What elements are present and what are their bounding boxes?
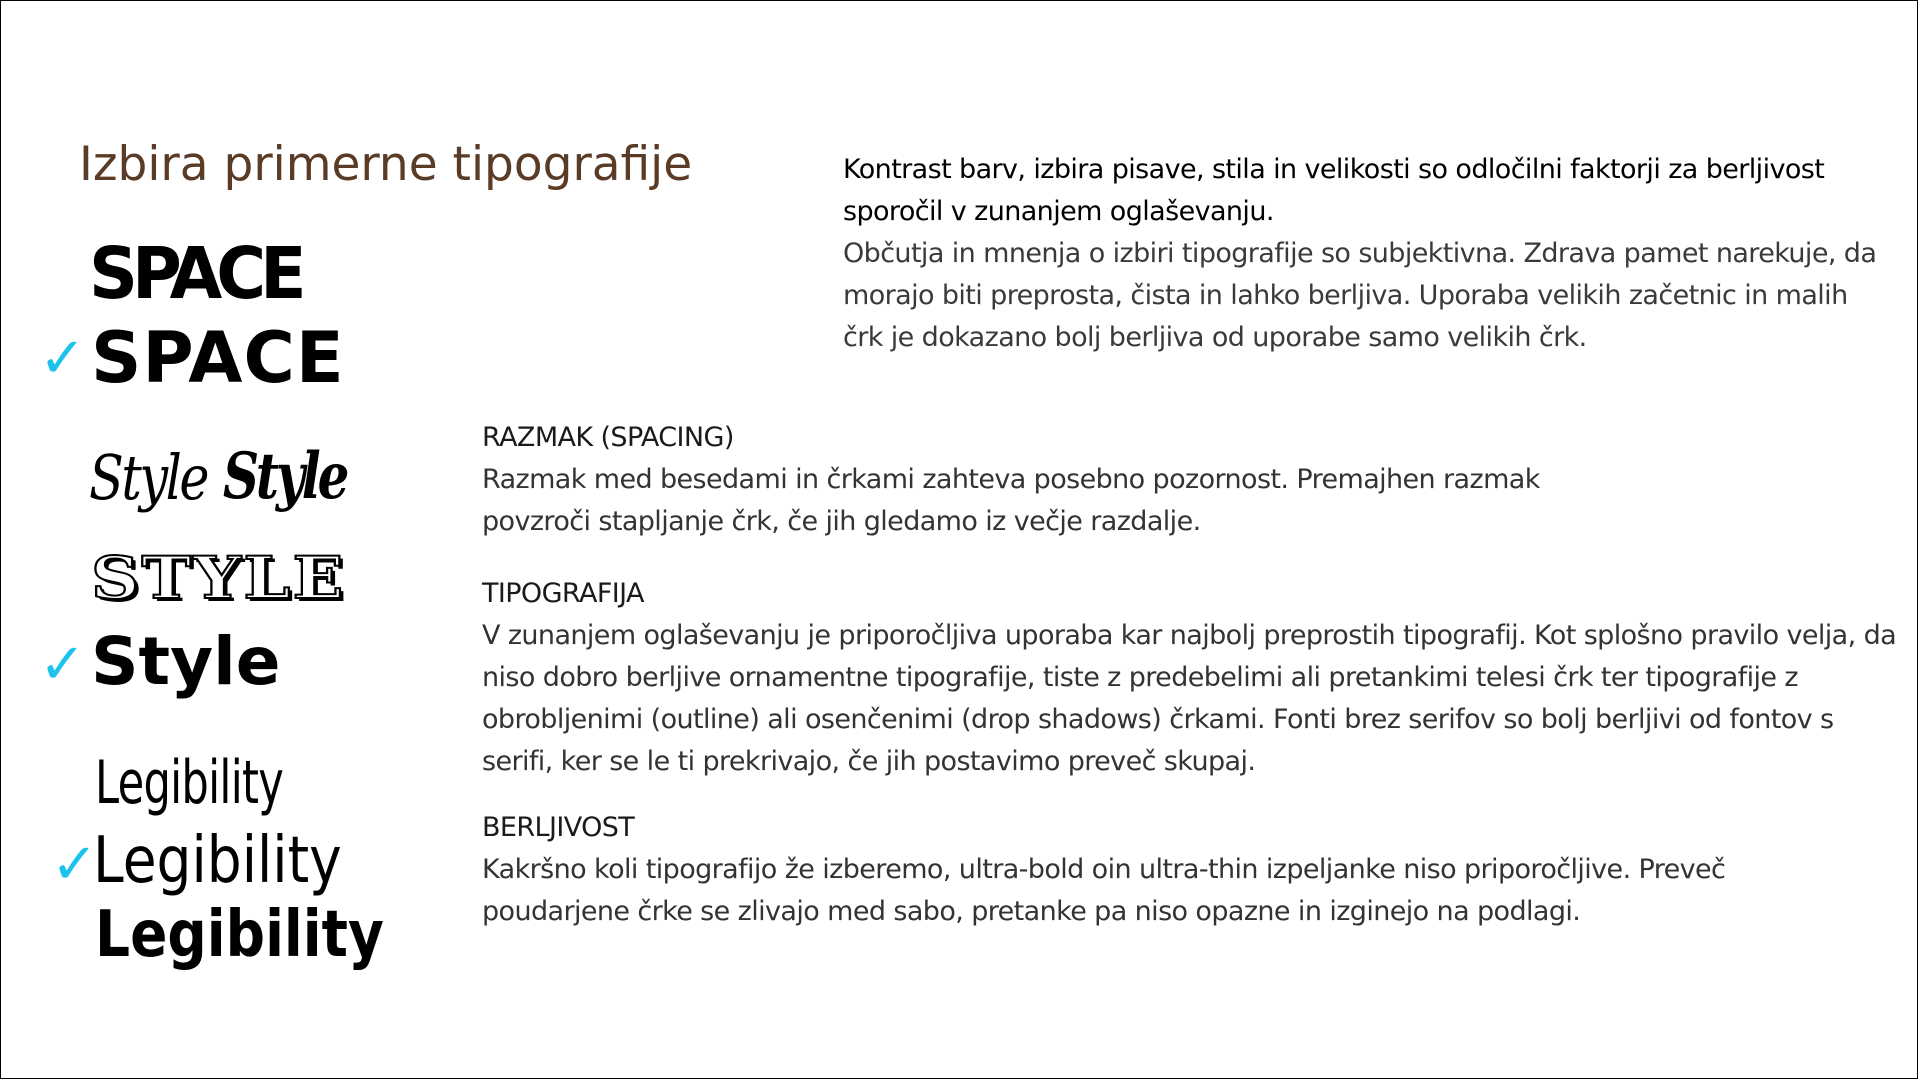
- sample-style-script: Style: [89, 441, 208, 514]
- checkmark-icon: ✓: [39, 326, 86, 391]
- section-typography: [482, 573, 1902, 783]
- section-heading: BERLJIVOST: [482, 812, 635, 843]
- sample-style-good: Style: [91, 623, 281, 700]
- sample-space-condensed: SPACE: [89, 233, 301, 316]
- intro-text: [843, 149, 1883, 359]
- checkmark-icon: ✓: [51, 832, 98, 897]
- checkmark-icon: ✓: [39, 632, 86, 697]
- section-heading: TIPOGRAFIJA: [482, 578, 644, 609]
- intro-sub: Občutja in mnenja o izbiri tipografije so subjektivna. Zdrava pamet narekuje, da morajo biti preprosta, čista in lahko berljiva. Uporaba velikih začetnic in malih črk je dokazano bolj berljiva od uporabe samo velikih črk.: [843, 238, 1877, 353]
- section-body: Razmak med besedami in črkami zahteva posebno pozornost. Premajhen razmak povzroči stapljanje črk, če jih gledamo iz večje razdalje.: [482, 464, 1540, 537]
- sample-legibility-bold: Legibility: [95, 898, 384, 972]
- section-body: V zunanjem oglaševanju je priporočljiva uporaba kar najbolj preprostih tipografij. Kot splošno pravilo velja, da niso dobro berljive ornamentne tipografije, tiste z predebelimi ali pretankimi telesi črk ter tipografije z obrobljenimi (outline) ali osenčenimi (drop shadows) črkami. Fonti brez serifov so bolj berljivi od fontov s serifi, ker se le ti prekrivajo, če jih postavimo preveč skupaj.: [482, 620, 1897, 777]
- section-legibility: [482, 807, 1742, 933]
- sample-style-ornamental: STYLE: [91, 544, 346, 612]
- section-spacing: [482, 417, 1602, 543]
- sample-space-good: SPACE: [91, 317, 345, 399]
- intro-lead: Kontrast barv, izbira pisave, stila in velikosti so odločilni faktorji za berljivost sporočil v zunanjem oglaševanju.: [843, 154, 1825, 227]
- section-body: Kakršno koli tipografijo že izberemo, ultra-bold oin ultra-thin izpeljanke niso priporočljive. Preveč poudarjene črke se zlivajo med sabo, pretanke pa niso opazne in izginejo na podlagi.: [482, 854, 1726, 927]
- sample-legibility-thin: Legibility: [95, 748, 284, 818]
- slide-title: Izbira primerne tipografije: [79, 137, 693, 192]
- sample-legibility-good: Legibility: [93, 824, 342, 898]
- sample-style-script-decorative: Style: [223, 439, 347, 514]
- section-heading: RAZMAK (SPACING): [482, 422, 734, 453]
